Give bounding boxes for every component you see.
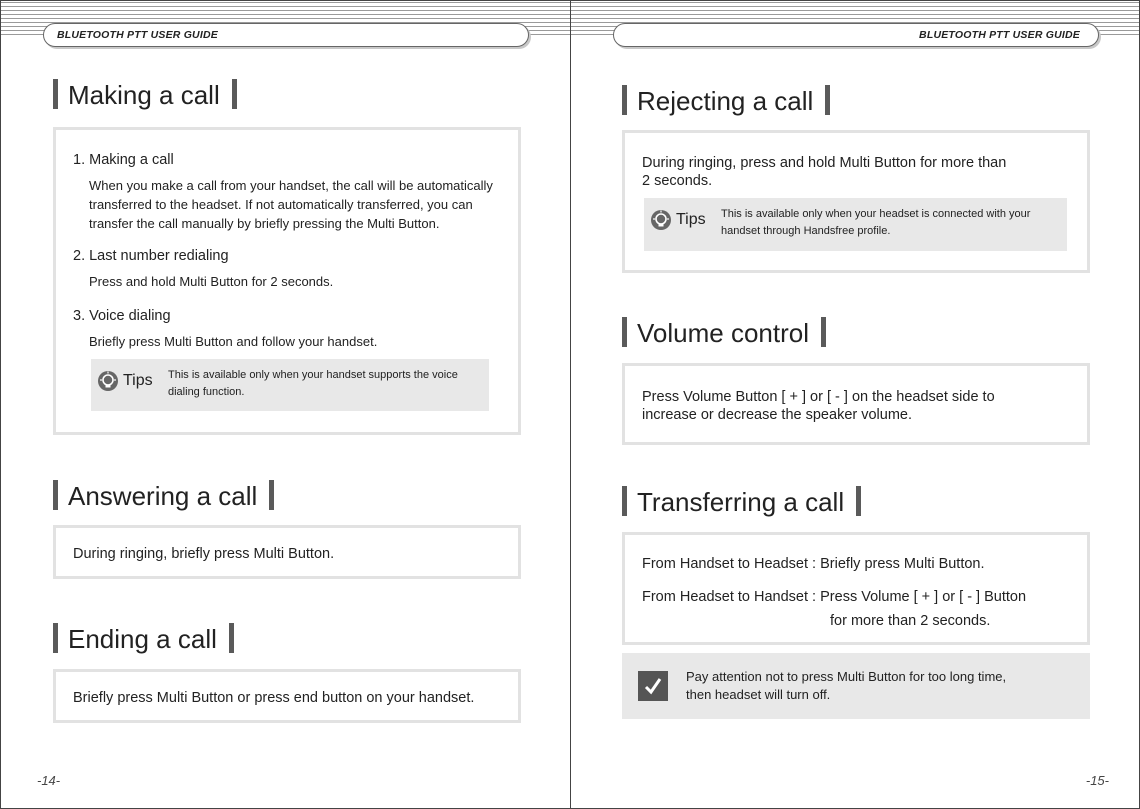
tips-text: This is available only when your handset supports the voice dialing function. <box>168 369 458 398</box>
section-title-answering-call: Answering a call <box>53 480 274 512</box>
answering-call-text: During ringing, briefly press Multi Button. <box>73 546 335 562</box>
item-body-making-call: When you make a call from your handset, the call will be automatically transferred to the headset. If not automatically transferred, you can transfer the call manually by briefly pressing the Multi Button. <box>89 178 493 231</box>
volume-control-text: Press Volume Button [ + ] or [ - ] on the headset side to increase or decrease the speaker volume. <box>642 389 995 423</box>
tips-label: Tips <box>97 370 153 392</box>
rejecting-call-box <box>622 130 1090 273</box>
header-title: BLUETOOTH PTT USER GUIDE <box>43 23 529 47</box>
tips-label: Tips <box>650 209 706 231</box>
tips-text: This is available only when your headset is connected with your handset through Handsfree profile. <box>721 208 1031 237</box>
warning-note <box>622 653 1090 719</box>
item-body-voice-dialing: Briefly press Multi Button and follow your handset. <box>89 334 378 349</box>
page-number: -15- <box>1085 773 1109 788</box>
item-head-making-call: 1. Making a call <box>73 152 174 168</box>
bulb-icon <box>650 209 672 231</box>
item-head-redialing: 2. Last number redialing <box>73 248 229 264</box>
warning-note-text: Pay attention not to press Multi Button for too long time, then headset will turn off. <box>686 669 1007 702</box>
answering-call-box <box>53 525 521 579</box>
transferring-call-box <box>622 532 1090 645</box>
volume-control-box <box>622 363 1090 445</box>
bulb-icon <box>97 370 119 392</box>
right-page <box>570 0 1140 809</box>
item-head-voice-dialing: 3. Voice dialing <box>73 308 171 324</box>
section-title-making-call: Making a call <box>53 79 237 111</box>
transfer-row-continuation: for more than 2 seconds. <box>830 613 991 629</box>
tips-box <box>644 198 1067 251</box>
transfer-row-headset-to-handset: From Headset to Handset : Press Volume [ + ] or [ - ] Button <box>642 589 1027 605</box>
section-title-transferring-call: Transferring a call <box>622 486 861 518</box>
ending-call-box <box>53 669 521 723</box>
tips-box <box>91 359 489 411</box>
transfer-row-handset-to-headset: From Handset to Headset : Briefly press Multi Button. <box>642 556 985 572</box>
section-title-ending-call: Ending a call <box>53 623 234 655</box>
ending-call-text: Briefly press Multi Button or press end button on your handset. <box>73 690 475 706</box>
making-call-box <box>53 127 521 435</box>
rejecting-call-text: During ringing, press and hold Multi Button for more than 2 seconds. <box>642 155 1007 189</box>
section-title-rejecting-call: Rejecting a call <box>622 85 830 117</box>
item-body-redialing: Press and hold Multi Button for 2 seconds. <box>89 274 334 289</box>
section-title-volume-control: Volume control <box>622 317 826 349</box>
header-title: BLUETOOTH PTT USER GUIDE <box>613 23 1099 47</box>
page-number: -14- <box>37 773 61 788</box>
checkmark-icon <box>638 671 668 701</box>
